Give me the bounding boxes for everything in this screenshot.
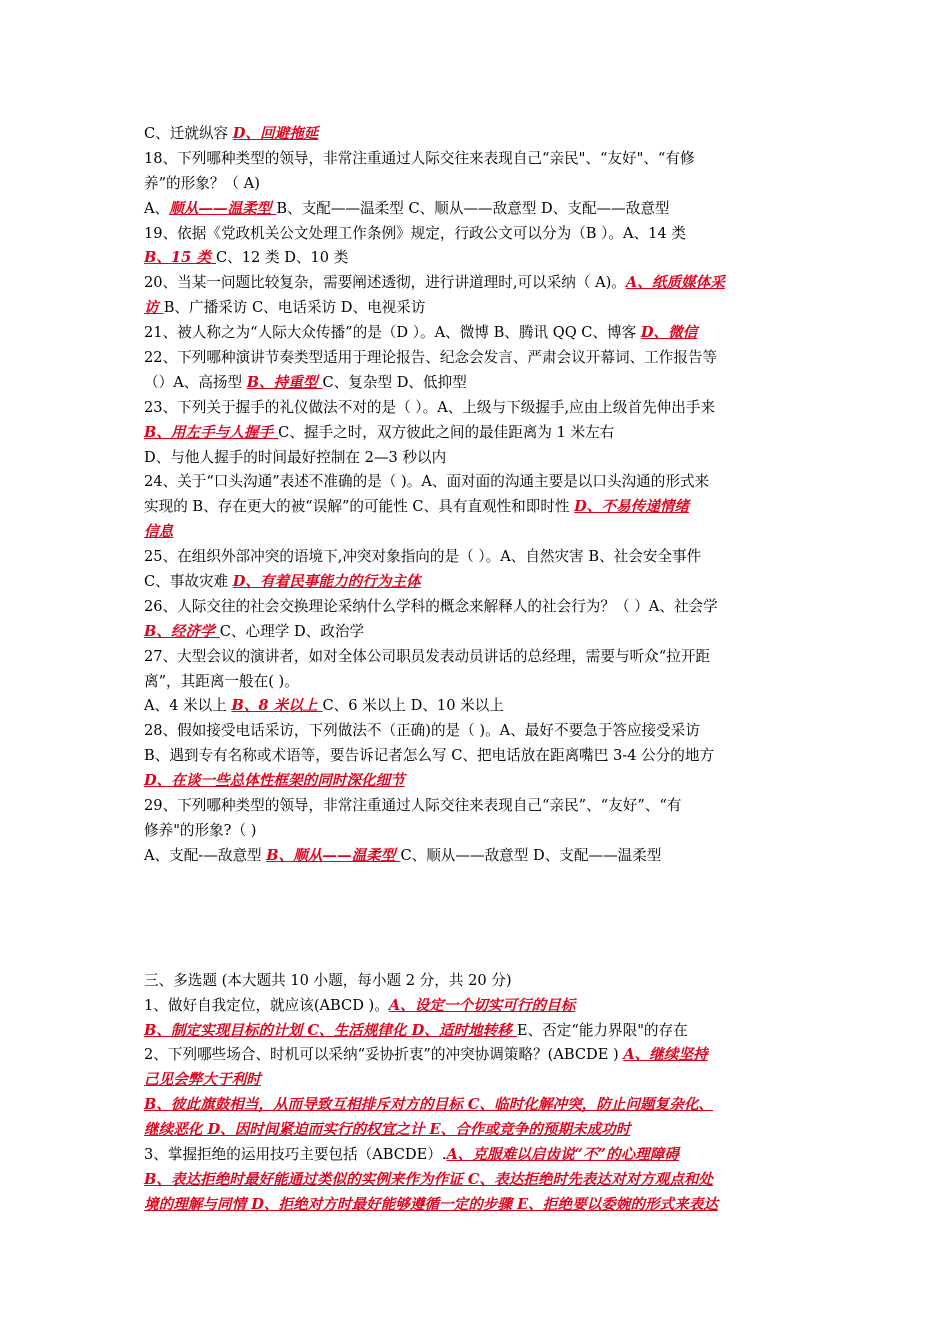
question-text: 28、假如接受电话采访，下列做法不（正确)的是（ )。A、最好不要急于答应接受采访 xyxy=(144,722,700,740)
answer-text: B、8 米以上 xyxy=(231,697,323,715)
question-text: 养”的形象？（ A) xyxy=(144,174,260,192)
text-line xyxy=(144,844,814,869)
text-line xyxy=(144,794,814,819)
text-line xyxy=(144,1019,814,1044)
question-text: 实现的 B、存在更大的被“误解”的可能性 C、具有直观性和即时性 xyxy=(144,498,575,516)
question-text: 22、下列哪种演讲节奏类型适用于理论报告、纪念会发言、严肃会议开幕词、工作报告等 xyxy=(144,349,718,367)
text-line xyxy=(144,222,814,247)
question-text: 24、关于“口头沟通”表述不准确的是（ )。A、面对面的沟通主要是以口头沟通的形式来 xyxy=(144,473,710,491)
text-line xyxy=(144,296,814,321)
question-text: A、支配-—敌意型 xyxy=(144,846,267,864)
text-line xyxy=(144,271,814,296)
question-text: C、12 类 D、10 类 xyxy=(216,249,349,267)
text-line xyxy=(144,719,814,744)
question-text: C、握手之时，双方彼此之间的最佳距离为 1 米左右 xyxy=(278,423,615,441)
question-text: 20、当某一问题比较复杂，需要阐述透彻，进行讲道理时,可以采纳（ A)。 xyxy=(144,274,626,292)
question-text: D、与他人握手的时间最好控制在 2—3 秒以内 xyxy=(144,448,447,466)
question-text: 27、大型会议的演讲者，如对全体公司职员发表动员讲话的总经理，需要与听众“拉开距 xyxy=(144,647,711,665)
question-text: C、顺从——敌意型 D、支配——温柔型 xyxy=(400,846,662,864)
text-line xyxy=(144,1193,814,1218)
text-line xyxy=(144,620,814,645)
text-line xyxy=(144,371,814,396)
text-line xyxy=(144,421,814,446)
question-text: 21、被人称之为“人际大众传播”的是（D ）。A、微博 B、腾讯 QQ C、博客 xyxy=(144,324,641,342)
question-text: 19、依据《党政机关公文处理工作条例》规定，行政公文可以分为（B ）。A、14 类 xyxy=(144,224,686,242)
text-line xyxy=(144,321,814,346)
answer-text: 己见会弊大于利时 xyxy=(144,1071,261,1089)
text-line xyxy=(144,520,814,545)
text-line xyxy=(144,1043,814,1068)
text-line xyxy=(144,396,814,421)
answer-text: B、持重型 xyxy=(246,373,323,391)
answer-text: B、表达拒绝时最好能通过类似的实例来作为作证 C、表达拒绝时先表达对对方观点和处 xyxy=(144,1170,714,1188)
text-line xyxy=(144,446,814,471)
question-text: C、心理学 D、政治学 xyxy=(219,622,365,640)
text-line xyxy=(144,470,814,495)
answer-text: B、顺从——温柔型 xyxy=(266,846,401,864)
question-text: A、 xyxy=(144,199,170,217)
text-line xyxy=(144,570,814,595)
answer-text: B、经济学 xyxy=(144,622,220,640)
answer-text: 顺从——温柔型 xyxy=(169,199,277,217)
question-text: 修养"的形象?（ ) xyxy=(144,821,257,839)
answer-text: A、克服难以启齿说“不”的心理障碍 xyxy=(446,1145,679,1163)
question-text: C、事故灾难 xyxy=(144,573,233,591)
text-line xyxy=(144,122,814,147)
answer-text: 访 xyxy=(144,299,164,317)
question-text: 2、下列哪些场合、时机可以采纳“妥协折衷”的冲突协调策略？(ABCDE ) xyxy=(144,1046,624,1064)
text-line xyxy=(144,969,814,994)
text-line xyxy=(144,197,814,222)
answer-text: B、15 类 xyxy=(144,249,216,267)
answer-text: A、设定一个切实可行的目标 xyxy=(388,996,576,1014)
answer-text: D、在谈一些总体性框架的同时深化细节 xyxy=(144,772,405,790)
answer-text: D、有着民事能力的行为主体 xyxy=(232,573,421,591)
text-line xyxy=(144,147,814,172)
question-text: 三、多选题 (本大题共 10 小题，每小题 2 分，共 20 分) xyxy=(144,971,512,989)
question-text: E、否定“能力界限"的存在 xyxy=(516,1021,688,1039)
text-line xyxy=(144,819,814,844)
document-page xyxy=(144,122,814,1218)
multiple-choice-section xyxy=(144,969,814,1218)
answer-text: B、彼此旗鼓相当，从而导致互相排斥对方的目标 C、临时化解冲突，防止问题复杂化、 xyxy=(144,1096,714,1114)
text-line xyxy=(144,1068,814,1093)
question-text: B、广播采访 C、电话采访 D、电视采访 xyxy=(163,299,426,317)
answer-text: 信息 xyxy=(144,523,174,541)
answer-text: B、制定实现目标的计划 C、生活规律化 D、适时地转移 xyxy=(144,1021,517,1039)
answer-text: A、继续坚持 xyxy=(623,1046,708,1064)
text-line xyxy=(144,994,814,1019)
text-line xyxy=(144,1168,814,1193)
question-text: C、6 米以上 D、10 米以上 xyxy=(322,697,504,715)
question-text: 29、下列哪种类型的领导，非常注重通过人际交往来表现自己“亲民”、“友好”、“有 xyxy=(144,797,682,815)
text-line xyxy=(144,769,814,794)
answer-text: D、回避拖延 xyxy=(232,125,319,142)
question-text: C、复杂型 D、低抑型 xyxy=(322,373,467,391)
text-line xyxy=(144,645,814,670)
question-text: B、遇到专有名称或术语等，要告诉记者怎么写 C、把电话放在距离嘴巴 3-4 公分的地方 xyxy=(144,747,715,765)
text-line xyxy=(144,246,814,271)
question-text: A、4 米以上 xyxy=(144,697,232,715)
section-gap xyxy=(144,869,814,969)
question-text: B、支配——温柔型 C、顺从——敌意型 D、支配——敌意型 xyxy=(276,199,670,217)
question-text: （）A、高扬型 xyxy=(144,373,247,391)
answer-text: D、微信 xyxy=(640,324,698,342)
question-text: 3、掌握拒绝的运用技巧主要包括（ABCDE）. xyxy=(144,1145,447,1163)
text-line xyxy=(144,1143,814,1168)
answer-text: B、用左手与人握手 xyxy=(144,423,279,441)
answer-text: A、纸质媒体采 xyxy=(625,274,725,292)
text-line xyxy=(144,545,814,570)
question-text: 1、做好自我定位，就应该(ABCD )。 xyxy=(144,996,389,1014)
text-line xyxy=(144,495,814,520)
question-text: 26、人际交往的社会交换理论采纳什么学科的概念来解释人的社会行为？（ ）A、社会学 xyxy=(144,597,718,615)
text-line xyxy=(144,595,814,620)
question-text: 离”，其距离一般在( )。 xyxy=(144,672,299,690)
answer-text: D、不易传递情绪 xyxy=(574,498,689,516)
text-line xyxy=(144,1093,814,1118)
text-line xyxy=(144,346,814,371)
question-text: 25、在组织外部冲突的语境下,冲突对象指向的是（ ）。A、自然灾害 B、社会安全事件 xyxy=(144,548,702,566)
single-choice-questions xyxy=(144,122,814,869)
question-text: C、迁就纵容 xyxy=(144,125,233,142)
question-text: 18、下列哪种类型的领导，非常注重通过人际交往来表现自己“亲民"、“友好"、“有修 xyxy=(144,149,695,167)
text-line xyxy=(144,744,814,769)
text-line xyxy=(144,670,814,695)
answer-text: 境的理解与同情 D、拒绝对方时最好能够遵循一定的步骤 E、拒绝要以委婉的形式来表达 xyxy=(144,1195,718,1213)
answer-text: 继续恶化 D、因时间紧迫而实行的权宜之计 E、合作或竞争的预期未成功时 xyxy=(144,1121,631,1139)
text-line xyxy=(144,1118,814,1143)
text-line xyxy=(144,694,814,719)
question-text: 23、下列关于握手的礼仪做法不对的是（ ）。A、上级与下级握手,应由上级首先伸出手来 xyxy=(144,398,716,416)
text-line xyxy=(144,172,814,197)
